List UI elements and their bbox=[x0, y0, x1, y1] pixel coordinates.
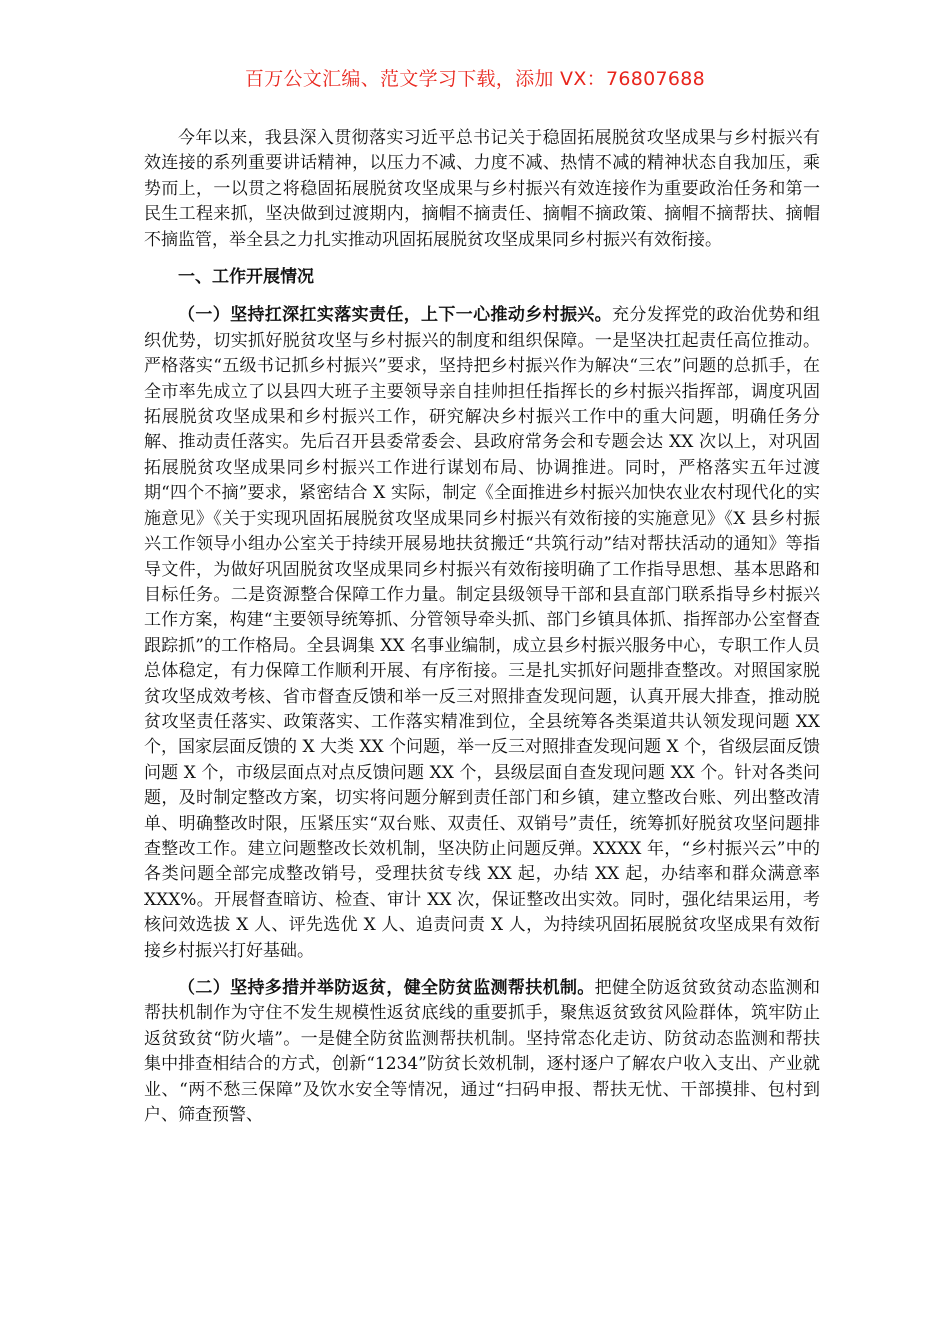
subsection-1-paragraph bbox=[144, 303, 820, 964]
document-body bbox=[144, 126, 820, 1128]
watermark-banner: 百万公文汇编、范文学习下载，添加 VX：76807688 bbox=[244, 68, 706, 90]
subsection-2-paragraph bbox=[144, 976, 820, 1128]
intro-paragraph: 今年以来，我县深入贯彻落实习近平总书记关于稳固拓展脱贫攻坚成果与乡村振兴有效连接的系列重要讲话精神，以压力不减、力度不减、热情不减的精神状态自我加压，乘势而上，一以贯之将稳固拓展脱贫攻坚成果与乡村振兴有效连接作为重要政治任务和第一民生工程来抓，坚决做到过渡期内，摘帽不摘责任、摘帽不摘政策、摘帽不摘帮扶、摘帽不摘监管，举全县之力扎实推动巩固拓展脱贫攻坚成果同乡村振兴有效衔接。 bbox=[144, 128, 820, 250]
subsection-2-title: （二）坚持多措并举防返贫，健全防贫监测帮扶机制。 bbox=[178, 978, 595, 998]
subsection-2-body: 把健全防返贫致贫动态监测和帮扶机制作为守住不发生规模性返贫底线的重要抓手，聚焦返贫致贫风险群体，筑牢防止返贫致贫“防火墙”。一是健全防贫监测帮扶机制。坚持常态化走访、防贫动态监测和帮扶集中排查相结合的方式，创新“1234”防贫长效机制，逐村逐户了解农户收入支出、产业就业、“两不愁三保障”及饮水安全等情况，通过“扫码申报、帮扶无忧、干部摸排、包村到户、筛查预警、 bbox=[144, 978, 821, 1126]
section-heading: 一、工作开展情况 bbox=[178, 267, 314, 288]
subsection-1-title: （一）坚持扛深扛实落实责任，上下一心推动乡村振兴。 bbox=[178, 305, 613, 326]
subsection-1-body: 充分发挥党的政治优势和组织优势，切实抓好脱贫攻坚与乡村振兴的制度和组织保障。一是坚决扛起责任高位推动。严格落实“五级书记抓乡村振兴”要求，坚持把乡村振兴作为解决“三农”问题的总抓手，在全市率先成立了以县四大班子主要领导亲自挂帅担任指挥长的乡村振兴指挥部，调度巩固拓展脱贫攻坚成果和乡村振兴工作，研究解决乡村振兴工作中的重大问题，明确任务分解、推动责任落实。先后召开县委常委会、县政府常务会和专题会达 XX 次以上，对巩固拓展脱贫攻坚成果同乡村振兴工作进行谋划布局、协调推进。同时，严格落实五年过渡期“四个不摘”要求，紧密结合 X 实际，制定《全面推进乡村振兴加快农业农村现代化的实施意见》《关于实现巩固拓展脱贫攻坚成果同乡村振兴有效衔接的实施意见》《X 县乡村振兴工作领导小组办公室关于持续开展易地扶贫搬迁“共筑行动”结对帮扶活动的通知》等指导文件，为做好巩固脱贫攻坚成果同乡村振兴有效衔接明确了工作指导思想、基本思路和目标任务。二是资源整合保障工作力量。制定县级领导干部和县直部门联系指导乡村振兴工作方案，构建“主要领导统筹抓、分管领导牵头抓、部门乡镇具体抓、指挥部办公室督查跟踪抓”的工作格局。全县调集 XX 名事业编制，成立县乡村振兴服务中心，专职工作人员总体稳定，有力保障工作顺利开展、有序衔接。三是扎实抓好问题排查整改。对照国家脱贫攻坚成效考核、省市督查反馈和举一反三对照排查发现问题，认真开展大排查，推动脱贫攻坚责任落实、政策落实、工作落实精准到位，全县统筹各类渠道共认领发现问题 XX 个，国家层面反馈的 X 大类 XX 个问题，举一反三对照排查发现问题 X 个，省级层面反馈问题 X 个，市级层面点对点反馈问题 XX 个，县级层面自查发现问题 XX 个。针对各类问题，及时制定整改方案，切实将问题分解到责任部门和乡镇，建立整改台账、列出整改清单、明确整改时限，压紧压实“双台账、双责任、双销号”责任，统筹抓好脱贫攻坚问题排查整改工作。建立问题整改长效机制，坚决防止问题反弹。XXXX 年，“乡村振兴云”中的各类问题全部完成整改销号，受理扶贫专线 XX 起，办结 XX 起，办结率和群众满意率 XXX%。开展督查暗访、检查、审计 XX 次，保证整改出实效。同时，强化结果运用，考核问效选拔 X 人、评先选优 X 人、追责问责 X 人，为持续巩固拓展脱贫攻坚成果有效衔接乡村振兴打好基础。 bbox=[144, 305, 821, 961]
